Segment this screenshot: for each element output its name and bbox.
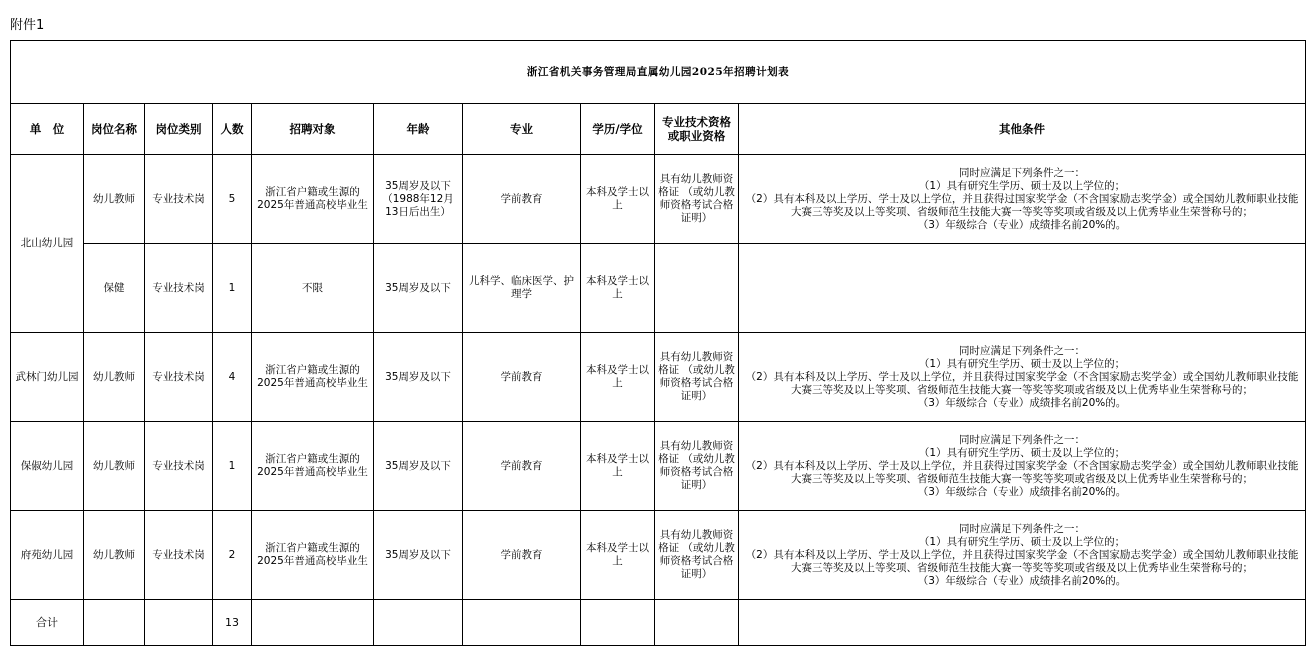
header-qualification: 专业技术资格或职业资格 [655,104,739,155]
condition-line: 同时应满足下列条件之一： [959,433,1086,446]
cell-unit: 武林门幼儿园 [11,333,84,422]
condition-line: （1）具有研究生学历、硕士及以上学位的； [918,535,1126,548]
cell-qualification [655,244,739,333]
header-target: 招聘对象 [252,104,374,155]
empty-cell [581,600,655,646]
header-other: 其他条件 [739,104,1306,155]
empty-cell [655,600,739,646]
cell-category: 专业技术岗 [145,422,213,511]
empty-cell [145,600,213,646]
cell-position: 幼儿教师 [84,511,145,600]
condition-line: （2）具有本科及以上学历、学士及以上学位，并且获得过国家奖学金（不含国家励志奖学金）或全国幼儿教师职业技能大赛三等奖及以上等奖项、省级师范生技能大赛一等奖等奖项或省级及以上优秀毕业生荣誉称号的； [745,192,1299,218]
attachment-label: 附件1 [10,18,45,33]
cell-qualification: 具有幼儿教师资格证 （或幼儿教师资格考试合格证明） [655,511,739,600]
header-position: 岗位名称 [84,104,145,155]
table-row [11,155,1306,244]
table-title: 浙江省机关事务管理局直属幼儿园2025年招聘计划表 [11,41,1306,104]
condition-line: （2）具有本科及以上学历、学士及以上学位，并且获得过国家奖学金（不含国家励志奖学金）或全国幼儿教师职业技能大赛三等奖及以上等奖项、省级师范生技能大赛一等奖等奖项或省级及以上优秀毕业生荣誉称号的； [745,548,1299,574]
title-row [11,41,1306,104]
cell-age: 35周岁及以下 [374,422,463,511]
condition-line: 同时应满足下列条件之一： [959,344,1086,357]
cell-degree: 本科及学士以上 [581,511,655,600]
table-row [11,333,1306,422]
cell-unit: 府苑幼儿园 [11,511,84,600]
condition-line: （1）具有研究生学历、硕士及以上学位的； [918,357,1126,370]
cell-unit: 保俶幼儿园 [11,422,84,511]
cell-degree: 本科及学士以上 [581,155,655,244]
cell-major: 学前教育 [463,511,581,600]
table-row [11,422,1306,511]
cell-category: 专业技术岗 [145,511,213,600]
cell-position: 幼儿教师 [84,155,145,244]
cell-major: 儿科学、临床医学、护理学 [463,244,581,333]
header-category: 岗位类别 [145,104,213,155]
table-row [11,511,1306,600]
total-row [11,600,1306,646]
header-age: 年龄 [374,104,463,155]
recruitment-plan-table [10,40,1306,646]
cell-degree: 本科及学士以上 [581,244,655,333]
cell-qualification: 具有幼儿教师资格证 （或幼儿教师资格考试合格证明） [655,333,739,422]
condition-line: （3）年级综合（专业）成绩排名前20%的。 [917,574,1127,587]
empty-cell [463,600,581,646]
cell-age: 35周岁及以下 [374,511,463,600]
cell-qualification: 具有幼儿教师资格证 （或幼儿教师资格考试合格证明） [655,422,739,511]
cell-qualification: 具有幼儿教师资格证 （或幼儿教师资格考试合格证明） [655,155,739,244]
cell-target: 不限 [252,244,374,333]
cell-age: 35周岁及以下 [374,333,463,422]
condition-line: （2）具有本科及以上学历、学士及以上学位，并且获得过国家奖学金（不含国家励志奖学金）或全国幼儿教师职业技能大赛三等奖及以上等奖项、省级师范生技能大赛一等奖等奖项或省级及以上优秀毕业生荣誉称号的； [745,459,1299,485]
cell-count: 1 [213,244,252,333]
condition-line: （1）具有研究生学历、硕士及以上学位的； [918,179,1126,192]
cell-category: 专业技术岗 [145,244,213,333]
cell-unit: 北山幼儿园 [11,155,84,333]
cell-degree: 本科及学士以上 [581,422,655,511]
total-label: 合计 [11,600,84,646]
cell-target: 浙江省户籍或生源的2025年普通高校毕业生 [252,333,374,422]
condition-line: （2）具有本科及以上学历、学士及以上学位，并且获得过国家奖学金（不含国家励志奖学金）或全国幼儿教师职业技能大赛三等奖及以上等奖项、省级师范生技能大赛一等奖等奖项或省级及以上优秀毕业生荣誉称号的； [745,370,1299,396]
condition-line: （1）具有研究生学历、硕士及以上学位的； [918,446,1126,459]
cell-position: 幼儿教师 [84,333,145,422]
cell-position: 幼儿教师 [84,422,145,511]
cell-conditions [739,511,1306,600]
cell-position: 保健 [84,244,145,333]
cell-conditions [739,333,1306,422]
cell-major: 学前教育 [463,155,581,244]
empty-cell [739,600,1306,646]
empty-cell [252,600,374,646]
cell-major: 学前教育 [463,422,581,511]
cell-age: 35周岁及以下（1988年12月13日后出生） [374,155,463,244]
cell-conditions [739,155,1306,244]
header-row [11,104,1306,155]
cell-conditions [739,422,1306,511]
cell-count: 5 [213,155,252,244]
cell-count: 1 [213,422,252,511]
condition-line: （3）年级综合（专业）成绩排名前20%的。 [917,218,1127,231]
condition-line: （3）年级综合（专业）成绩排名前20%的。 [917,485,1127,498]
condition-line: 同时应满足下列条件之一： [959,522,1086,535]
table-row [11,244,1306,333]
cell-target: 浙江省户籍或生源的2025年普通高校毕业生 [252,511,374,600]
cell-category: 专业技术岗 [145,155,213,244]
condition-line: （3）年级综合（专业）成绩排名前20%的。 [917,396,1127,409]
cell-target: 浙江省户籍或生源的2025年普通高校毕业生 [252,422,374,511]
cell-target: 浙江省户籍或生源的2025年普通高校毕业生 [252,155,374,244]
header-degree: 学历/学位 [581,104,655,155]
header-count: 人数 [213,104,252,155]
cell-count: 2 [213,511,252,600]
cell-degree: 本科及学士以上 [581,333,655,422]
total-count: 13 [213,600,252,646]
empty-cell [374,600,463,646]
condition-line: 同时应满足下列条件之一： [959,166,1086,179]
header-major: 专业 [463,104,581,155]
cell-conditions [739,244,1306,333]
cell-count: 4 [213,333,252,422]
header-unit: 单 位 [11,104,84,155]
cell-major: 学前教育 [463,333,581,422]
empty-cell [84,600,145,646]
cell-category: 专业技术岗 [145,333,213,422]
cell-age: 35周岁及以下 [374,244,463,333]
